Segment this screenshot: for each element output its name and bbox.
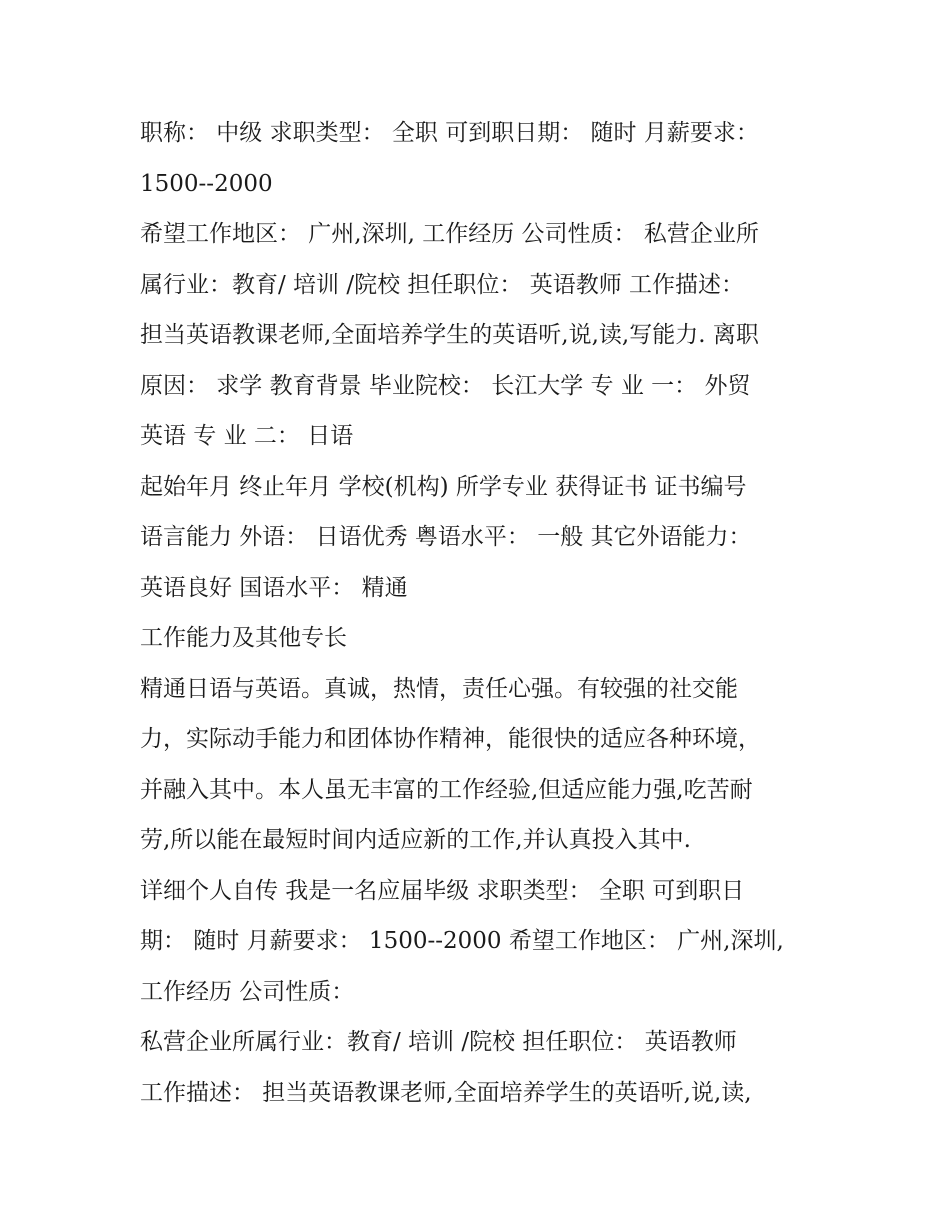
text-line: 工作经历 公司性质：	[140, 978, 355, 1005]
text-line: 力，实际动手能力和团体协作精神，能很快的适应各种环境，	[140, 726, 761, 752]
text-line: 期： 随时 月薪要求： 1500--2000 希望工作地区： 广州,深圳,	[140, 928, 784, 954]
text-line: 1500--2000	[140, 170, 273, 197]
text-line: 精通日语与英语。真诚，热情，责任心强。有较强的社交能	[140, 675, 738, 702]
text-line: 语言能力 外语： 日语优秀 粤语水平： 一般 其它外语能力：	[140, 524, 752, 550]
text-line: 劳,所以能在最短时间内适应新的工作,并认真投入其中.	[140, 827, 691, 853]
text-line: 并融入其中。本人虽无丰富的工作经验,但适应能力强,吃苦耐	[140, 776, 753, 803]
text-line: 希望工作地区： 广州,深圳, 工作经历 公司性质： 私营企业所	[140, 221, 759, 247]
text-line: 英语 专 业 二： 日语	[140, 423, 354, 449]
text-line: 原因： 求学 教育背景 毕业院校： 长江大学 专 业 一： 外贸	[140, 372, 751, 399]
resume-text-block	[140, 108, 810, 1118]
text-line: 工作描述： 担当英语教课老师,全面培养学生的英语听,说,读,	[140, 1079, 752, 1106]
text-line: 英语良好 国语水平： 精通	[140, 574, 408, 601]
text-line: 私营企业所属行业：教育/ 培训 /院校 担任职位： 英语教师	[140, 1029, 737, 1055]
text-line: 属行业：教育/ 培训 /院校 担任职位： 英语教师 工作描述：	[140, 271, 745, 298]
text-line: 起始年月 终止年月 学校(机构) 所学专业 获得证书 证书编号	[140, 473, 747, 500]
section-heading: 工作能力及其他专长	[140, 625, 347, 651]
text-line: 担当英语教课老师,全面培养学生的英语听,说,读,写能力. 离职	[140, 322, 759, 348]
text-line: 详细个人自传 我是一名应届毕级 求职类型： 全职 可到职日	[140, 877, 745, 904]
text-line: 职称： 中级 求职类型： 全职 可到职日期： 随时 月薪要求：	[140, 120, 759, 146]
